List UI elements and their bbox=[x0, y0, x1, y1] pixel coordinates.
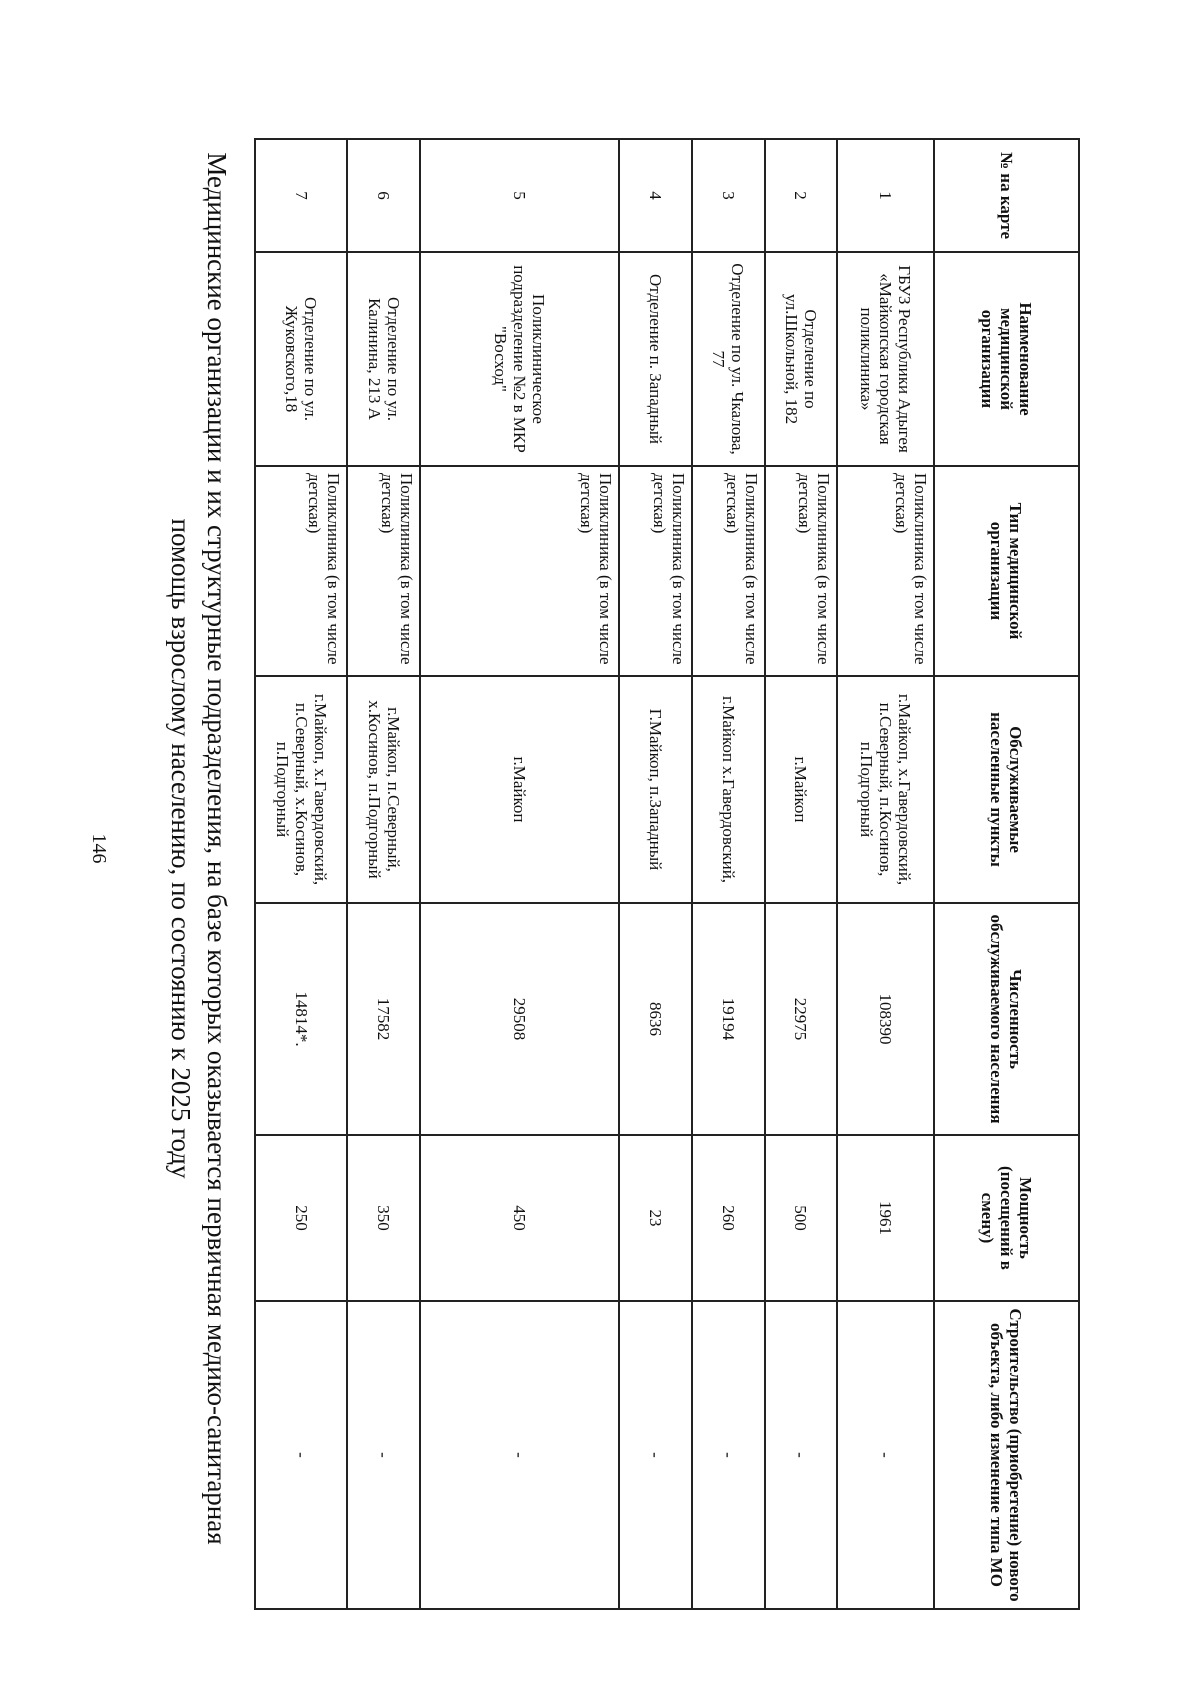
org-type: Поликлиника (в том числе детская) bbox=[347, 466, 420, 676]
construction: - bbox=[692, 1301, 765, 1609]
settlements: г.Майкоп, х.Гавердовский, п.Северный, х.Косинов, п.Подгорный bbox=[255, 676, 347, 903]
population: 29508 bbox=[420, 903, 618, 1135]
row-number: 3 bbox=[692, 139, 765, 252]
header-cell: Тип медицинской организации bbox=[934, 466, 1079, 676]
header-cell: Строительство (приобретение) нового объекта, либо изменение типа МО bbox=[934, 1301, 1079, 1609]
header-cell: Обслуживаемые населенные пункты bbox=[934, 676, 1079, 903]
construction: - bbox=[255, 1301, 347, 1609]
page-number: 146 bbox=[88, 833, 110, 864]
row-number: 1 bbox=[837, 139, 934, 252]
table-row bbox=[765, 139, 838, 1609]
header-cell: Мощность (посещений в смену) bbox=[934, 1135, 1079, 1301]
org-name: Отделение по ул. Калинина, 213 А bbox=[347, 252, 420, 466]
org-name: Отделение по ул. Жуковского,18 bbox=[255, 252, 347, 466]
header-cell: Наименование медицинской организации bbox=[934, 252, 1079, 466]
construction: - bbox=[347, 1301, 420, 1609]
population: 8636 bbox=[619, 903, 692, 1135]
org-type: Поликлиника (в том числе детская) bbox=[837, 466, 934, 676]
org-name: Отделение по ул. Чкалова, 77 bbox=[692, 252, 765, 466]
table-row bbox=[420, 139, 618, 1609]
org-name: ГБУЗ Республики Адыгея «Майкопская городская поликлиника» bbox=[837, 252, 934, 466]
header-row bbox=[934, 139, 1079, 1609]
capacity: 260 bbox=[692, 1135, 765, 1301]
settlements: г.Майкоп, х.Гавердовский, п.Северный, п.Косинов, п.Подгорный bbox=[837, 676, 934, 903]
settlements: г.Майкоп bbox=[420, 676, 618, 903]
facilities-table bbox=[254, 138, 1080, 1610]
table-row bbox=[619, 139, 692, 1609]
facilities-table-wrap bbox=[254, 138, 1080, 1608]
row-number: 6 bbox=[347, 139, 420, 252]
population: 14814*. bbox=[255, 903, 347, 1135]
org-type: Поликлиника (в том числе детская) bbox=[692, 466, 765, 676]
capacity: 500 bbox=[765, 1135, 838, 1301]
org-name: Отделение по ул.Школьной, 182 bbox=[765, 252, 838, 466]
capacity: 450 bbox=[420, 1135, 618, 1301]
table-row bbox=[255, 139, 347, 1609]
capacity: 1961 bbox=[837, 1135, 934, 1301]
org-type: Поликлиника (в том числе детская) bbox=[765, 466, 838, 676]
construction: - bbox=[420, 1301, 618, 1609]
row-number: 5 bbox=[420, 139, 618, 252]
header-cell: Численность обслуживаемого населения bbox=[934, 903, 1079, 1135]
capacity: 250 bbox=[255, 1135, 347, 1301]
title-line-1: Медицинские организации и их структурные подразделения, на базе которых оказывается первичная медико-санитарная bbox=[202, 152, 232, 1545]
settlements: г.Майкоп х.Гавердовский, bbox=[692, 676, 765, 903]
row-number: 7 bbox=[255, 139, 347, 252]
settlements: г.Майкоп, п.Северный, х.Косинов, п.Подгорный bbox=[347, 676, 420, 903]
population: 22975 bbox=[765, 903, 838, 1135]
construction: - bbox=[837, 1301, 934, 1609]
header-cell: № на карте bbox=[934, 139, 1079, 252]
title-line-2: помощь взрослому населению, по состоянию к 2025 году bbox=[166, 518, 196, 1179]
population: 108390 bbox=[837, 903, 934, 1135]
population: 17582 bbox=[347, 903, 420, 1135]
population: 19194 bbox=[692, 903, 765, 1135]
org-type: Поликлиника (в том числе детская) bbox=[255, 466, 347, 676]
capacity: 350 bbox=[347, 1135, 420, 1301]
construction: - bbox=[619, 1301, 692, 1609]
settlements: г.Майкоп bbox=[765, 676, 838, 903]
org-type: Поликлиника (в том числе детская) bbox=[619, 466, 692, 676]
capacity: 23 bbox=[619, 1135, 692, 1301]
row-number: 4 bbox=[619, 139, 692, 252]
table-row bbox=[837, 139, 934, 1609]
row-number: 2 bbox=[765, 139, 838, 252]
org-name: Поликлиническое подразделение №2 в МКР "Восход" bbox=[420, 252, 618, 466]
org-type: Поликлиника (в том числе детская) bbox=[420, 466, 618, 676]
table-row bbox=[347, 139, 420, 1609]
document-title bbox=[125, 80, 235, 1617]
construction: - bbox=[765, 1301, 838, 1609]
settlements: Г.Майкоп, п.Западный bbox=[619, 676, 692, 903]
table-row bbox=[692, 139, 765, 1609]
org-name: Отделение п. Западный bbox=[619, 252, 692, 466]
